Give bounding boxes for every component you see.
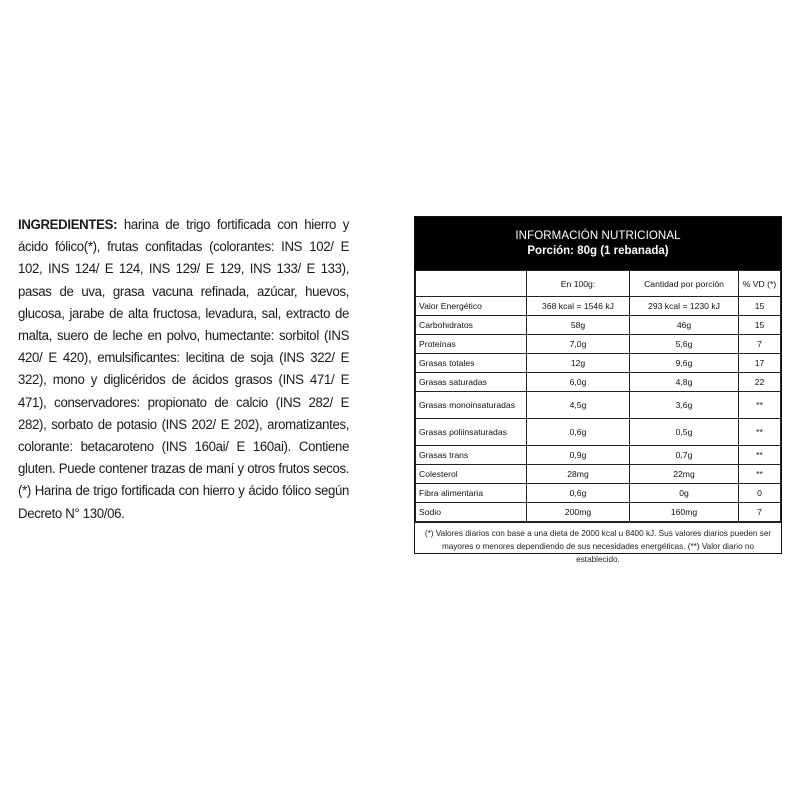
- nutrient-label: Grasas poliinsaturadas: [416, 419, 527, 446]
- per-100g-value: 28mg: [527, 465, 630, 484]
- per-100g-value: 4,5g: [527, 392, 630, 419]
- nutrition-title: INFORMACIÓN NUTRICIONAL: [515, 229, 681, 242]
- per-100g-value: 200mg: [527, 503, 630, 522]
- per-portion-value: 9,6g: [630, 354, 739, 373]
- column-header: En 100g:: [527, 271, 630, 297]
- nutrient-label: Colesterol: [416, 465, 527, 484]
- per-portion-value: 5,6g: [630, 335, 739, 354]
- table-row: [416, 297, 781, 316]
- nutrient-label: Valor Energético: [416, 297, 527, 316]
- table-row: [416, 446, 781, 465]
- column-header: [416, 271, 527, 297]
- per-portion-value: 160mg: [630, 503, 739, 522]
- daily-value: 17: [739, 354, 781, 373]
- nutrient-label: Grasas saturadas: [416, 373, 527, 392]
- daily-value: **: [739, 419, 781, 446]
- per-100g-value: 6,0g: [527, 373, 630, 392]
- table-row: [416, 316, 781, 335]
- nutrition-portion: Porción: 80g (1 rebanada): [527, 244, 669, 257]
- per-portion-value: 3,6g: [630, 392, 739, 419]
- table-header-row: [416, 271, 781, 297]
- per-portion-value: 22mg: [630, 465, 739, 484]
- per-100g-value: 0,6g: [527, 419, 630, 446]
- table-row: [416, 503, 781, 522]
- daily-value: **: [739, 446, 781, 465]
- daily-value: 7: [739, 335, 781, 354]
- table-row: [416, 392, 781, 419]
- per-portion-value: 293 kcal = 1230 kJ: [630, 297, 739, 316]
- column-header: Cantidad por porción: [630, 271, 739, 297]
- nutrient-label: Carbohidratos: [416, 316, 527, 335]
- per-100g-value: 58g: [527, 316, 630, 335]
- per-portion-value: 0,7g: [630, 446, 739, 465]
- table-row: [416, 335, 781, 354]
- daily-value: **: [739, 392, 781, 419]
- daily-value: 22: [739, 373, 781, 392]
- per-portion-value: 0g: [630, 484, 739, 503]
- nutrition-footnote: (*) Valores diarios con base a una dieta de 2000 kcal u 8400 kJ. Sus valores diarios pueden ser mayores o menores dependiendo de sus necesidades energéticas. (**) Valor diario no establecido.: [415, 522, 781, 570]
- ingredients-text: [18, 214, 349, 525]
- table-row: [416, 465, 781, 484]
- column-header: % VD (*): [739, 271, 781, 297]
- per-portion-value: 4,8g: [630, 373, 739, 392]
- ingredients-body: harina de trigo fortificada con hierro y ácido fólico(*), frutas confitadas (colorantes: INS 102/ E 102, INS 124/ E 124, INS 129/ E 129, INS 133/ E 133), pasas de uva, grasa vacuna refinada, azúcar, huevos, glucosa, jarabe de alta fructosa, levadura, sal, extracto de malta, suero de leche en polvo, humectante: sorbitol (INS 420/ E 420), emulsificantes: lecitina de soja (INS 322/ E 322), mono y diglicéridos de ácidos grasos (INS 471/ E 471), conservadores: propionato de calcio (INS 282/ E 282), sorbato de potasio (INS 202/ E 202), aromatizantes, colorante: betacaroteno (INS 160ai/ E 160ai). Contiene gluten. Puede contener trazas de maní y otros frutos secos. (*) Harina de trigo fortificada con hierro y ácido fólico según Decreto N° 130/06.: [18, 217, 350, 522]
- nutrient-label: Sodio: [416, 503, 527, 522]
- table-row: [416, 373, 781, 392]
- table-row: [416, 484, 781, 503]
- daily-value: 15: [739, 297, 781, 316]
- nutrient-label: Grasas totales: [416, 354, 527, 373]
- per-100g-value: 12g: [527, 354, 630, 373]
- daily-value: 0: [739, 484, 781, 503]
- daily-value: 15: [739, 316, 781, 335]
- per-100g-value: 368 kcal = 1546 kJ: [527, 297, 630, 316]
- nutrition-header: [415, 217, 781, 270]
- ingredients-heading: INGREDIENTES:: [18, 217, 118, 233]
- nutrition-table: [415, 270, 781, 522]
- per-100g-value: 0,9g: [527, 446, 630, 465]
- per-100g-value: 7,0g: [527, 335, 630, 354]
- daily-value: **: [739, 465, 781, 484]
- table-row: [416, 419, 781, 446]
- nutrient-label: Fibra alimentaria: [416, 484, 527, 503]
- per-portion-value: 0,5g: [630, 419, 739, 446]
- nutrient-label: Grasas trans: [416, 446, 527, 465]
- nutrient-label: Proteínas: [416, 335, 527, 354]
- nutrition-facts-panel: [414, 216, 782, 564]
- per-portion-value: 46g: [630, 316, 739, 335]
- per-100g-value: 0,6g: [527, 484, 630, 503]
- nutrient-label: Grasas monoinsaturadas: [416, 392, 527, 419]
- daily-value: 7: [739, 503, 781, 522]
- table-row: [416, 354, 781, 373]
